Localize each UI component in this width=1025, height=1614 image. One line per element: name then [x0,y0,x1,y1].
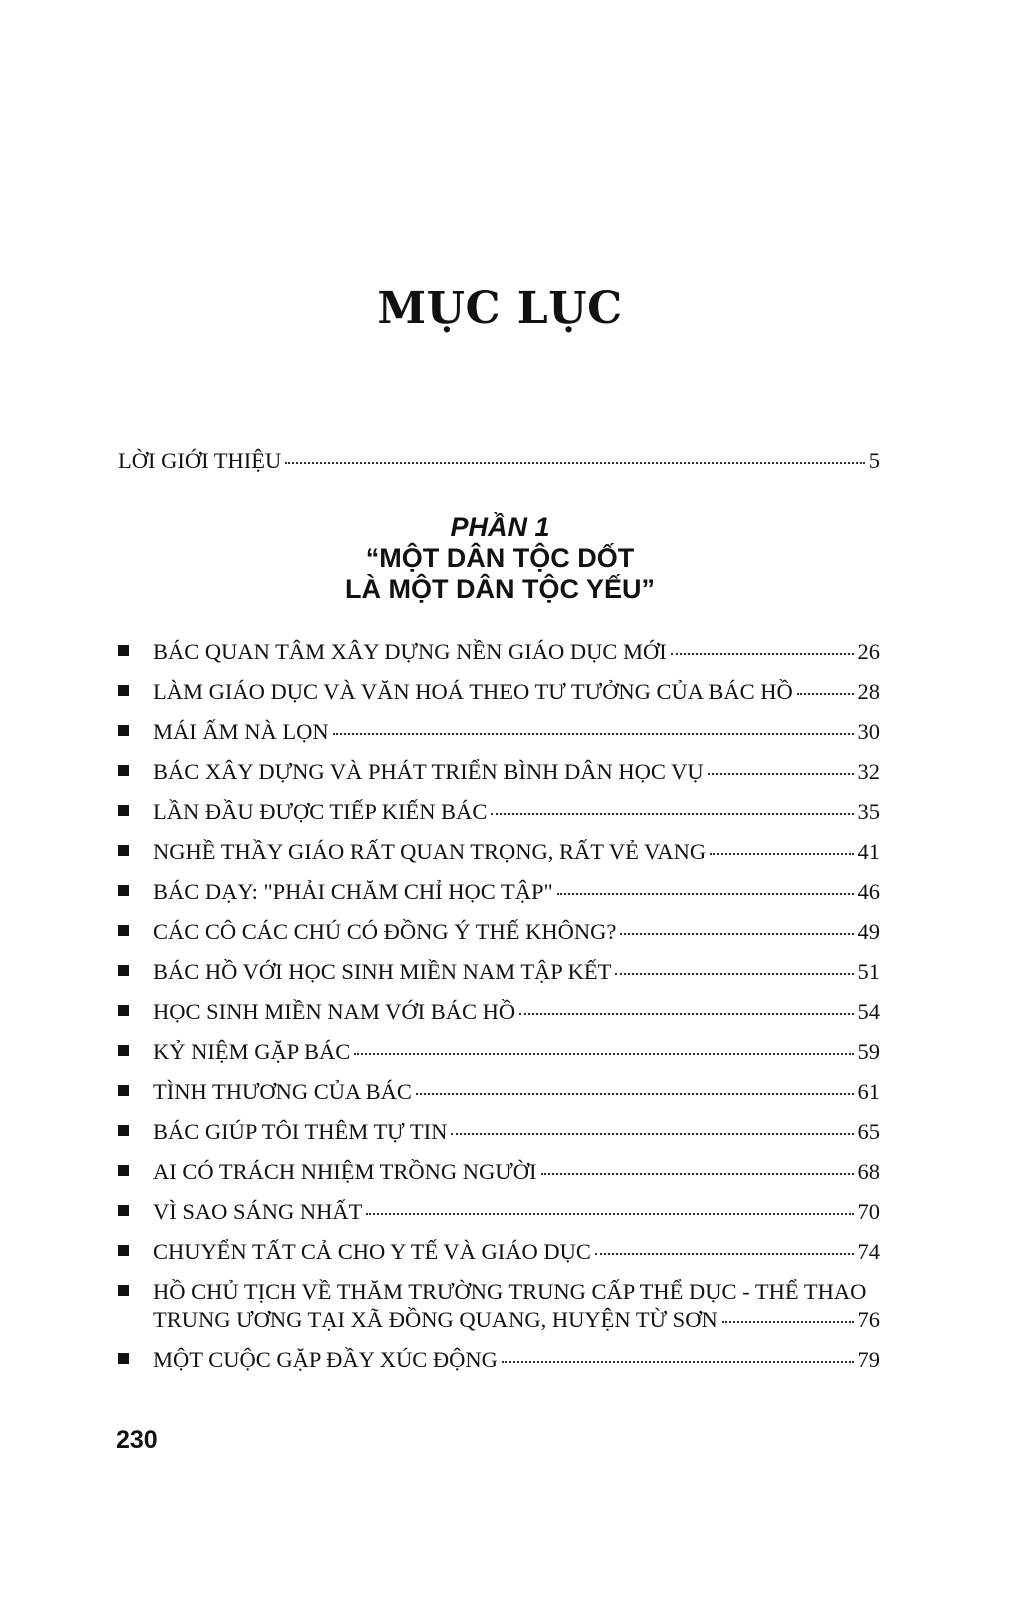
toc-entry-line [153,1278,880,1306]
dot-leader [285,462,864,464]
dot-leader [710,853,853,855]
square-bullet-icon [118,685,129,696]
toc-entry[interactable] [118,1158,880,1198]
square-bullet-icon [118,765,129,776]
toc-entry-title: HỌC SINH MIỀN NAM VỚI BÁC HỒ [153,999,516,1024]
toc-entry-title: AI CÓ TRÁCH NHIỆM TRỒNG NGƯỜI [153,1159,537,1184]
toc-entry-page: 68 [857,1159,880,1184]
toc-entry[interactable] [118,798,880,838]
toc-entry-page: 65 [857,1119,880,1144]
toc-entry[interactable] [118,838,880,878]
square-bullet-icon [118,925,129,936]
dot-leader [491,813,853,815]
toc-entry-title: BÁC HỒ VỚI HỌC SINH MIỀN NAM TẬP KẾT [153,959,612,984]
toc-entry-title: MỘT CUỘC GẶP ĐẦY XÚC ĐỘNG [153,1347,498,1372]
toc-entry-line [153,1346,880,1374]
toc-entry-page: 5 [868,448,880,473]
toc-entry[interactable] [118,638,880,678]
toc-entry-line [153,878,880,906]
toc-entry-page: 35 [857,799,880,824]
dot-leader [541,1173,854,1175]
toc-entry-body [153,638,880,666]
toc-entry-line [153,1158,880,1186]
toc-entry-page: 51 [857,959,880,984]
square-bullet-icon [118,965,129,976]
toc-entry[interactable] [118,1346,880,1386]
toc-entry[interactable] [118,998,880,1038]
dot-leader [416,1093,854,1095]
toc-entry-page: 74 [857,1239,880,1264]
toc-entry-body [153,1278,880,1334]
page-number: 230 [116,1426,158,1454]
toc-entry-title: NGHỀ THẦY GIÁO RẤT QUAN TRỌNG, RẤT VẺ VANG [153,839,707,864]
toc-entry-body [153,1198,880,1226]
toc-entry-body [153,878,880,906]
toc-entry-body [153,1158,880,1186]
square-bullet-icon [118,1205,129,1216]
toc-entry-title: CHUYỂN TẤT CẢ CHO Y TẾ VÀ GIÁO DỤC [153,1239,591,1264]
toc-entry-intro[interactable] [118,448,880,474]
part-heading [0,512,1000,605]
toc-entry-body [153,1238,880,1266]
dot-leader [797,693,854,695]
toc-entry-line [153,1118,880,1146]
toc-entry-line [153,678,880,706]
toc-entry-page: 30 [857,719,880,744]
toc-entry-page: 79 [857,1347,880,1372]
dot-leader [366,1213,853,1215]
toc-entry-title: BÁC GIÚP TÔI THÊM TỰ TIN [153,1119,448,1144]
toc-entry-title-continued: TRUNG ƯƠNG TẠI XÃ ĐỒNG QUANG, HUYỆN TỪ SƠN [153,1307,718,1332]
square-bullet-icon [118,1125,129,1136]
toc-entry-page: 54 [857,999,880,1024]
toc-entry[interactable] [118,678,880,718]
toc-entry-line [153,798,880,826]
toc-entry-page: 32 [857,759,880,784]
square-bullet-icon [118,1045,129,1056]
toc-entry[interactable] [118,878,880,918]
dot-leader [708,773,854,775]
toc-entry-body [153,1118,880,1146]
square-bullet-icon [118,1005,129,1016]
square-bullet-icon [118,1353,129,1364]
square-bullet-icon [118,885,129,896]
dot-leader [671,653,854,655]
toc-entry[interactable] [118,758,880,798]
toc-entry-title: HỒ CHỦ TỊCH VỀ THĂM TRƯỜNG TRUNG CẤP THỂ DỤC - THỂ THAO [153,1279,867,1304]
dot-leader [620,933,853,935]
toc-entry-page: 59 [857,1039,880,1064]
toc-entry-page: 28 [857,679,880,704]
page-title: MỤC LỤC [377,283,623,334]
toc-entry-body [153,1038,880,1066]
toc-entry-title: LẦN ĐẦU ĐƯỢC TIẾP KIẾN BÁC [153,799,488,824]
square-bullet-icon [118,805,129,816]
square-bullet-icon [118,845,129,856]
toc-entry-title: KỶ NIỆM GẶP BÁC [153,1039,351,1064]
toc-entry-title: TÌNH THƯƠNG CỦA BÁC [153,1079,412,1104]
toc-entry-page: 61 [857,1079,880,1104]
part-label: PHẦN 1 [450,512,550,542]
toc-entry-body [153,838,880,866]
toc-entry-body [153,958,880,986]
toc-entry-title: VÌ SAO SÁNG NHẤT [153,1199,363,1224]
toc-entry-line [153,718,880,746]
square-bullet-icon [118,1285,129,1296]
toc-entry-line [153,918,880,946]
square-bullet-icon [118,1165,129,1176]
toc-entry-line [153,838,880,866]
toc-entry-body [153,718,880,746]
toc-entry[interactable] [118,1238,880,1278]
dot-leader [502,1361,854,1363]
toc-entry-title: BÁC DẠY: "PHẢI CHĂM CHỈ HỌC TẬP" [153,879,553,904]
toc-entry-title: MÁI ẤM NÀ LỌN [153,719,329,744]
square-bullet-icon [118,645,129,656]
toc-entry-page: 49 [857,919,880,944]
toc-entry[interactable] [118,1118,880,1158]
toc-entry[interactable] [118,918,880,958]
toc-entry-line [153,998,880,1026]
toc-entry-line [153,638,880,666]
toc-entry-body [153,1078,880,1106]
dot-leader [333,733,854,735]
toc-entry-page: 70 [857,1199,880,1224]
dot-leader [519,1013,853,1015]
toc-entry-line [153,1238,880,1266]
toc-entry-body [153,678,880,706]
toc-entry-page: 41 [857,839,880,864]
toc-entry[interactable] [118,1078,880,1118]
toc-entry-title: CÁC CÔ CÁC CHÚ CÓ ĐỒNG Ý THẾ KHÔNG? [153,919,617,944]
dot-leader [354,1053,853,1055]
toc-entry-body [153,918,880,946]
toc-entry[interactable] [118,1278,880,1346]
toc-entry-page: 76 [857,1307,880,1332]
toc-entry-body [153,758,880,786]
toc-entry-line [153,1306,880,1334]
dot-leader [595,1253,854,1255]
square-bullet-icon [118,1245,129,1256]
square-bullet-icon [118,1085,129,1096]
part-title-line-1: “MỘT DÂN TỘC DỐT [365,543,635,573]
toc-entry-page: 26 [857,639,880,664]
toc-entry-line [153,1038,880,1066]
toc-entry-line [153,958,880,986]
dot-leader [557,893,854,895]
toc-entry-title: LỜI GIỚI THIỆU [118,448,282,473]
toc-entry-title: BÁC XÂY DỰNG VÀ PHÁT TRIỂN BÌNH DÂN HỌC VỤ [153,759,704,784]
toc-entry[interactable] [118,958,880,998]
toc-entry-title: BÁC QUAN TÂM XÂY DỰNG NỀN GIÁO DỤC MỚI [153,639,667,664]
toc-entry[interactable] [118,718,880,758]
square-bullet-icon [118,725,129,736]
part-title-line-2: LÀ MỘT DÂN TỘC YẾU” [345,574,655,604]
toc-entry-line [153,1078,880,1106]
toc-entry-body [153,998,880,1026]
toc-entry-body [153,1346,880,1374]
dot-leader [615,973,853,975]
toc-entry-page: 46 [857,879,880,904]
toc-entry-title: LÀM GIÁO DỤC VÀ VĂN HOÁ THEO TƯ TƯỞNG CỦA BÁC HỒ [153,679,793,704]
toc-entry[interactable] [118,1198,880,1238]
toc-entry-line [153,758,880,786]
toc-list [118,638,880,1386]
dot-leader [722,1321,854,1323]
toc-entry[interactable] [118,1038,880,1078]
toc-entry-body [153,798,880,826]
toc-entry-line [153,1198,880,1226]
dot-leader [451,1133,853,1135]
